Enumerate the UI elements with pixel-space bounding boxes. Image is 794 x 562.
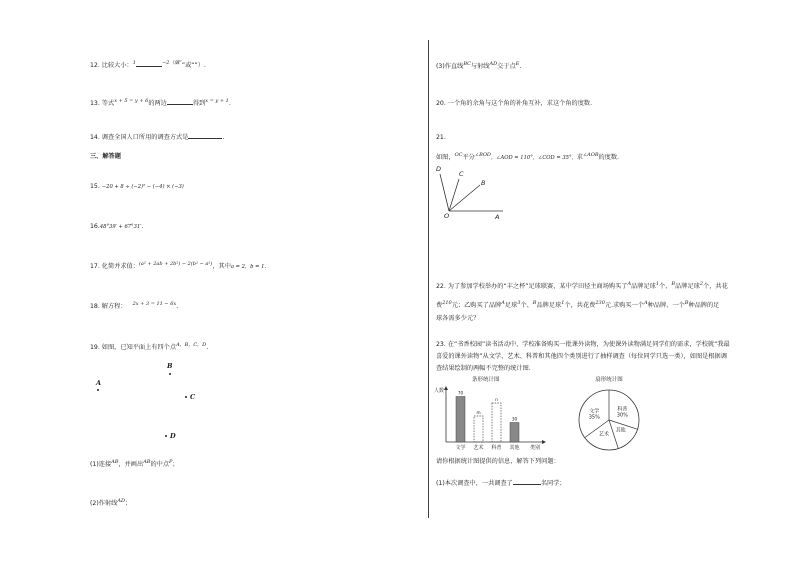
bar-category-label-1: 艺术	[473, 445, 484, 451]
answer-blank-12[interactable]	[136, 60, 162, 67]
question-17: 17. 化简并求值：$^{(a^2 + 2ab + 2b^2) - 2(b^2 - a^2)}$，其中a = 2，b = 1.	[90, 261, 267, 270]
pie-slice-label-3: 艺术	[598, 431, 609, 438]
fig21-label-a: A	[495, 213, 500, 221]
figure-21-angles	[432, 162, 512, 224]
question-22-line-1: 22. 为了参加学校举办的“丰之杯”足球联赛，某中学田径主商场购买了$^A$品牌足球$^1$个、$^B$品牌足球$^2$个，共花	[436, 281, 728, 290]
question-21: 如图，$^{OC}$平分$^{\angle BOD}$，∠AOD = 110°，∠COD = 35°，求$^{\angle AOB}$的度数.	[436, 152, 620, 161]
bar-chart	[432, 374, 550, 454]
bar-chart-ylabel: 人数	[434, 388, 445, 394]
column-divider	[428, 40, 429, 518]
point-d[interactable]	[165, 435, 167, 437]
pie-slice-pct-1: 30%	[616, 412, 628, 419]
question-22-line-3: 球各需多少元？	[436, 315, 480, 322]
bar-chart-y-arrow	[444, 386, 448, 390]
question-13: 13. 等式$^{x + 5 = y + 6}$的两边 得到$^{x = y + 1}$.	[90, 98, 231, 107]
answer-blank-13[interactable]	[167, 98, 193, 105]
ray-od	[440, 174, 449, 211]
bar-2	[492, 403, 501, 442]
point-label-b: B	[167, 362, 173, 370]
question-14: 14. 调查全国人口所用的调查方式是 .	[90, 134, 225, 141]
question-23-line-1: 23. 在“书香校园”读书活动中，学校准备购买一批课外读物，为使课外读物满足同学们的需求，学校就“我最	[436, 341, 730, 348]
point-label-a: A	[96, 379, 102, 387]
question-22-line-2: 费$^{210}$元；乙购买了品牌$^A$足球$^3$个、$^B$品牌足球$^1$个，共花费$^{230}$元.求购买一个$^A$种品牌、一个$^B$种品牌的足	[436, 300, 720, 309]
pie-slice-label-1: 科普	[617, 406, 628, 413]
question-19-part-2: (2)作射线$^{AD}$；	[90, 498, 132, 507]
pie-slice-pct-0: 35%	[588, 414, 600, 421]
question-15: 15. −20 + 8 ÷ (−2)² − (−4) × (−3)	[90, 183, 184, 190]
question-16: 16.48°39′ + 67°31′.	[90, 223, 144, 230]
section-heading-3: 三、解答题	[90, 153, 121, 160]
pie-slice-label-0: 文学	[589, 408, 600, 415]
bar-category-label-2: 科普	[491, 445, 502, 451]
bar-chart-x-arrow	[542, 440, 546, 444]
ray-ob	[449, 185, 480, 211]
bar-chart-xlabel: 类别	[530, 445, 541, 451]
bar-1	[474, 416, 483, 442]
point-label-c: C	[190, 393, 196, 401]
point-c[interactable]	[185, 396, 187, 398]
bar-value-label-2: n	[495, 397, 498, 402]
question-23-part-1: (1)本次调查中，一共调查了 名同学；	[436, 480, 566, 487]
question-20: 20. 一个角的余角与这个角的补角互补，求这个角的度数.	[436, 100, 593, 107]
question-19-part-1: (1)连接$^{AB}$，并画出$^{AB}$的中点$^P$；	[90, 459, 179, 468]
point-b[interactable]	[169, 373, 171, 375]
question-23-line-3: 查结果绘制的两幅不完整的统计图.	[436, 365, 531, 372]
ray-oc	[449, 179, 459, 211]
bar-value-label-1: m	[476, 410, 481, 415]
fig21-label-o: O	[444, 212, 450, 220]
question-23-prompt: 请你根据统计图提供的信息，解答下列问题：	[436, 458, 560, 465]
question-18: 18. 解方程： $^{2x + 3 = 11 - 6x}$.	[90, 301, 179, 310]
bar-category-label-3: 其他	[509, 445, 520, 451]
fig21-label-c: C	[459, 170, 464, 178]
question-12: 12. 比较大小：$^1$ $^{-2(填“}$”或“”）.	[90, 60, 206, 69]
fig21-label-b: B	[481, 179, 486, 187]
pie-slice-label-2: 其他	[615, 427, 626, 434]
question-19-part-3: (3)作直线$^{BC}$与射线$^{AD}$交于点$^E$.	[436, 61, 522, 70]
bar-value-label-3: 30	[511, 416, 518, 422]
bar-0	[456, 397, 465, 443]
question-19: 19. 如图，已知平面上有四个点$^{A,B,C,D}$.	[90, 342, 209, 351]
answer-blank-14[interactable]	[188, 132, 222, 139]
pie-chart-title: 扇形统计图	[595, 377, 623, 383]
question-23-line-2: 喜爱的课外读物”从文学、艺术、科普和其他四个类别进行了抽样调查（每位同学只选一类），如图是根据调	[436, 353, 727, 360]
bar-chart-title: 条形统计图	[472, 377, 500, 383]
point-a[interactable]	[97, 389, 99, 391]
bar-category-label-0: 文学	[455, 445, 466, 451]
answer-blank-23-1[interactable]	[513, 478, 541, 485]
bar-value-label-0: 70	[457, 390, 464, 396]
pie-chart	[572, 374, 648, 454]
point-label-d: D	[170, 432, 176, 440]
fig21-label-d: D	[436, 165, 442, 173]
question-21-number: 21.	[436, 134, 446, 141]
bar-3	[510, 423, 519, 443]
